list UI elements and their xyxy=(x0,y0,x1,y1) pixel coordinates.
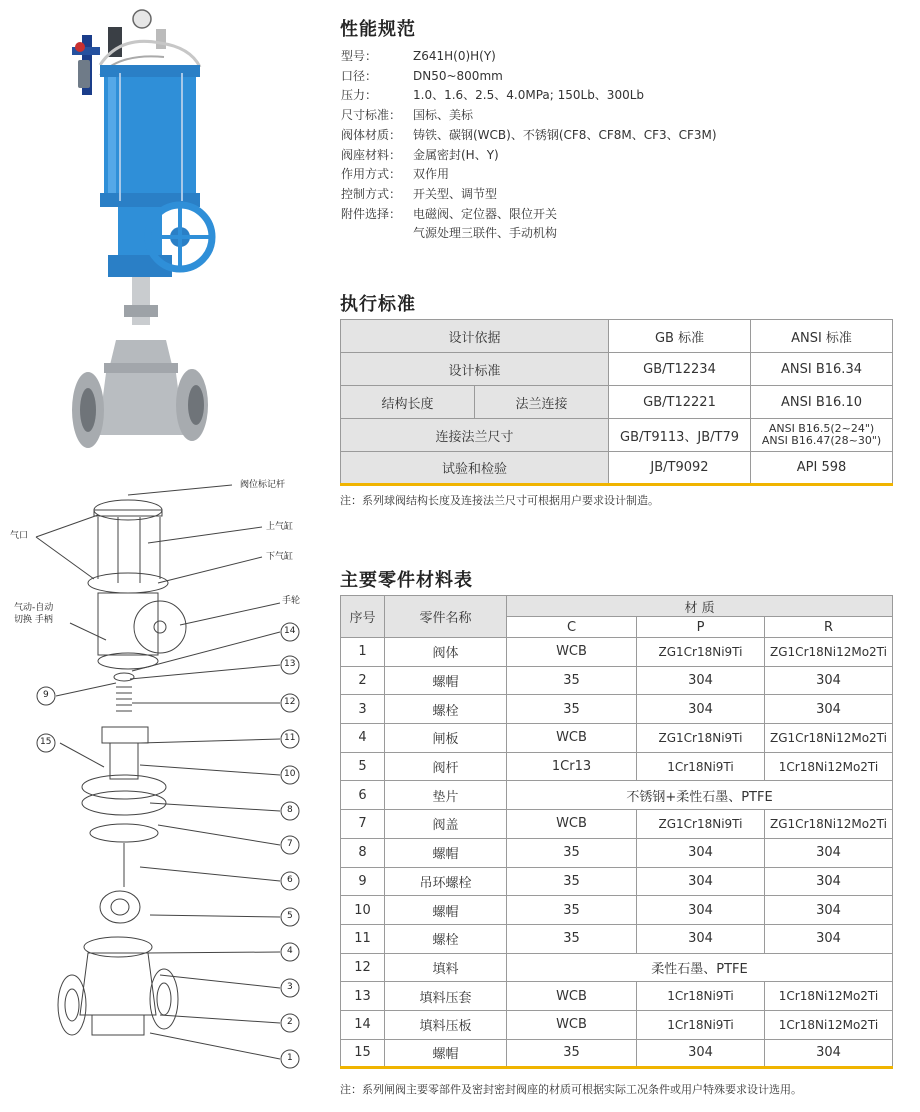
table-row xyxy=(341,419,893,452)
table-cell: 304 xyxy=(637,695,765,724)
callout-upper-cylinder: 上气缸 xyxy=(266,522,294,532)
spec-row-dimension-standard xyxy=(341,106,901,126)
table-cell: 连接法兰尺寸 xyxy=(341,419,609,452)
callout-lower-cylinder: 下气缸 xyxy=(266,552,294,562)
table-cell: 304 xyxy=(765,666,893,695)
table-cell xyxy=(751,419,893,452)
table-cell: 螺帽 xyxy=(385,838,507,867)
table-cell: 35 xyxy=(507,838,637,867)
table-cell: WCB xyxy=(507,1010,637,1039)
table-cell: 螺帽 xyxy=(385,1039,507,1068)
part-number-7: 7 xyxy=(287,839,293,849)
table-cell: ZG1Cr18Ni12Mo2Ti xyxy=(765,724,893,753)
callout-air-port: 气口 xyxy=(10,531,29,541)
part-number-6: 6 xyxy=(287,875,293,885)
cell-line: ANSI B16.47(28~30") xyxy=(761,434,882,447)
table-cell: 13 xyxy=(341,982,385,1011)
materials-table xyxy=(340,595,893,1069)
table-header-row xyxy=(341,596,893,617)
table-cell: WCB xyxy=(507,638,637,667)
header-no: 序号 xyxy=(341,596,385,638)
table-cell: ZG1Cr18Ni9Ti xyxy=(637,810,765,839)
table-cell: 7 xyxy=(341,810,385,839)
table-row xyxy=(341,666,893,695)
table-row xyxy=(341,1039,893,1068)
exploded-view-drawing xyxy=(0,475,320,1105)
table-row xyxy=(341,924,893,953)
callout-valve-position-rod: 阀位标记杆 xyxy=(240,480,286,490)
header-p: P xyxy=(637,617,765,638)
callout-switch-handle-2: 切换 手柄 xyxy=(14,615,53,625)
table-cell: WCB xyxy=(507,724,637,753)
spec-row-body-material xyxy=(341,126,901,146)
table-cell: GB/T9113、JB/T79 xyxy=(609,419,751,452)
table-cell: 1Cr18Ni9Ti xyxy=(637,982,765,1011)
table-cell: 304 xyxy=(765,924,893,953)
table-cell: 304 xyxy=(765,896,893,925)
spec-label: 作用方式： xyxy=(341,167,402,182)
table-cell: 304 xyxy=(765,1039,893,1068)
spec-value: 铸铁、碳钢(WCB)、不锈钢(CF8、CF8M、CF3、CF3M) xyxy=(413,127,717,142)
header-c: C xyxy=(507,617,637,638)
table-cell: 35 xyxy=(507,924,637,953)
pneumatic-gate-valve-photo xyxy=(60,5,250,465)
part-number-12: 12 xyxy=(284,697,296,707)
table-cell: ZG1Cr18Ni9Ti xyxy=(637,638,765,667)
table-cell: 填料 xyxy=(385,953,507,982)
table-row xyxy=(341,810,893,839)
table-cell: 阀盖 xyxy=(385,810,507,839)
table-cell: 1Cr18Ni9Ti xyxy=(637,1010,765,1039)
table-cell: 304 xyxy=(637,924,765,953)
table-cell: 5 xyxy=(341,752,385,781)
table-cell: 12 xyxy=(341,953,385,982)
part-number-4: 4 xyxy=(287,946,293,956)
table-cell: 柔性石墨、PTFE xyxy=(507,953,893,982)
standards-table xyxy=(340,319,893,486)
table-cell: 螺帽 xyxy=(385,896,507,925)
table-cell: 填料压套 xyxy=(385,982,507,1011)
table-cell: JB/T9092 xyxy=(609,452,751,485)
table-cell: 1Cr13 xyxy=(507,752,637,781)
header-material: 材 质 xyxy=(507,596,893,617)
cell-line: ANSI B16.5(2~24") xyxy=(768,422,875,435)
illustration-column xyxy=(0,0,320,1112)
table-cell: 10 xyxy=(341,896,385,925)
spec-row-pressure xyxy=(341,86,901,106)
table-row xyxy=(341,953,893,982)
callout-switch-handle-1: 气动-自动 xyxy=(14,603,54,613)
spec-row-control xyxy=(341,185,901,205)
callout-handwheel: 手轮 xyxy=(282,596,301,606)
spec-value: DN50~800mm xyxy=(413,68,503,83)
spec-row-size xyxy=(341,67,901,87)
table-cell: 螺帽 xyxy=(385,666,507,695)
table-cell: GB/T12221 xyxy=(609,386,751,419)
table-row xyxy=(341,353,893,386)
table-cell: 设计依据 xyxy=(341,320,609,353)
part-number-9: 9 xyxy=(43,690,49,700)
specs-list xyxy=(341,47,901,244)
table-cell: 1Cr18Ni12Mo2Ti xyxy=(765,982,893,1011)
part-number-15: 15 xyxy=(40,737,52,747)
table-row xyxy=(341,1010,893,1039)
table-cell: 1Cr18Ni12Mo2Ti xyxy=(765,752,893,781)
table-cell: 法兰连接 xyxy=(475,386,609,419)
table-row xyxy=(341,781,893,810)
part-number-2: 2 xyxy=(287,1017,293,1027)
table-cell: 304 xyxy=(765,838,893,867)
table-cell: 35 xyxy=(507,1039,637,1068)
table-cell: 304 xyxy=(765,695,893,724)
table-cell: 3 xyxy=(341,695,385,724)
part-number-3: 3 xyxy=(287,982,293,992)
part-number-8: 8 xyxy=(287,805,293,815)
table-cell: 垫片 xyxy=(385,781,507,810)
table-row xyxy=(341,982,893,1011)
table-row xyxy=(341,386,893,419)
table-cell: 8 xyxy=(341,838,385,867)
spec-value: 双作用 xyxy=(413,167,450,182)
table-row xyxy=(341,838,893,867)
table-cell: 35 xyxy=(507,896,637,925)
table-cell: 304 xyxy=(637,838,765,867)
table-cell: 阀体 xyxy=(385,638,507,667)
header-part: 零件名称 xyxy=(385,596,507,638)
table-row xyxy=(341,452,893,485)
spec-label: 尺寸标准： xyxy=(341,108,402,123)
table-cell: 闸板 xyxy=(385,724,507,753)
table-cell: ZG1Cr18Ni9Ti xyxy=(637,724,765,753)
part-number-5: 5 xyxy=(287,911,293,921)
table-cell: 35 xyxy=(507,695,637,724)
part-number-14: 14 xyxy=(284,626,296,636)
part-number-1: 1 xyxy=(287,1053,293,1063)
spec-value: Z641H(0)H(Y) xyxy=(413,49,496,63)
table-cell: WCB xyxy=(507,982,637,1011)
table-cell: 304 xyxy=(637,666,765,695)
spec-value: 电磁阀、定位器、限位开关 xyxy=(413,206,558,221)
table-cell: 结构长度 xyxy=(341,386,475,419)
table-cell: 螺栓 xyxy=(385,695,507,724)
spec-label: 阀座材料： xyxy=(341,147,402,162)
spec-row-seat-material xyxy=(341,146,901,166)
spec-label: 阀体材质： xyxy=(341,127,402,142)
table-cell: 35 xyxy=(507,666,637,695)
table-row xyxy=(341,752,893,781)
table-cell: 1Cr18Ni9Ti xyxy=(637,752,765,781)
spec-row-action xyxy=(341,165,901,185)
spec-row-model xyxy=(341,47,901,67)
header-r: R xyxy=(765,617,893,638)
specs-title: 性能规范 xyxy=(340,19,416,40)
table-cell: ANSI B16.34 xyxy=(751,353,893,386)
table-cell: ZG1Cr18Ni12Mo2Ti xyxy=(765,810,893,839)
part-number-13: 13 xyxy=(284,659,296,669)
table-cell: 填料压板 xyxy=(385,1010,507,1039)
spec-row-accessories-cont xyxy=(341,224,901,244)
table-cell: 11 xyxy=(341,924,385,953)
spec-label: 附件选择： xyxy=(341,206,402,221)
spec-value: 金属密封(H、Y) xyxy=(413,147,499,162)
table-cell: 阀杆 xyxy=(385,752,507,781)
table-row xyxy=(341,695,893,724)
part-number-10: 10 xyxy=(284,769,296,779)
table-cell: 4 xyxy=(341,724,385,753)
table-cell: 吊环螺栓 xyxy=(385,867,507,896)
table-row xyxy=(341,896,893,925)
table-row xyxy=(341,724,893,753)
materials-note: 注：系列闸阀主要零部件及密封密封阀座的材质可根据实际工况条件或用户特殊要求设计选用。 xyxy=(340,1083,802,1096)
standards-title: 执行标准 xyxy=(340,294,416,315)
table-cell: 35 xyxy=(507,867,637,896)
table-row xyxy=(341,320,893,353)
table-cell: 304 xyxy=(637,896,765,925)
table-cell: 1 xyxy=(341,638,385,667)
materials-title: 主要零件材料表 xyxy=(340,570,473,591)
table-cell: 试验和检验 xyxy=(341,452,609,485)
table-cell: API 598 xyxy=(751,452,893,485)
spec-label: 口径： xyxy=(341,68,378,83)
spec-value: 国标、美标 xyxy=(413,108,474,123)
table-cell: GB 标准 xyxy=(609,320,751,353)
spec-label: 型号： xyxy=(341,49,378,63)
table-cell: 304 xyxy=(765,867,893,896)
table-cell: 螺栓 xyxy=(385,924,507,953)
table-cell: 14 xyxy=(341,1010,385,1039)
spec-value: 1.0、1.6、2.5、4.0MPa; 150Lb、300Lb xyxy=(413,88,645,103)
table-cell: 304 xyxy=(637,867,765,896)
spec-value: 开关型、调节型 xyxy=(413,186,498,201)
table-cell: 1Cr18Ni12Mo2Ti xyxy=(765,1010,893,1039)
table-cell: ANSI 标准 xyxy=(751,320,893,353)
table-cell: GB/T12234 xyxy=(609,353,751,386)
spec-label: 压力： xyxy=(341,88,378,103)
table-cell: 15 xyxy=(341,1039,385,1068)
part-number-11: 11 xyxy=(284,733,296,743)
table-cell: 不锈钢+柔性石墨、PTFE xyxy=(507,781,893,810)
table-cell: 6 xyxy=(341,781,385,810)
table-cell: 设计标准 xyxy=(341,353,609,386)
table-row xyxy=(341,638,893,667)
table-cell: 304 xyxy=(637,1039,765,1068)
table-cell: WCB xyxy=(507,810,637,839)
spec-value: 气源处理三联件、手动机构 xyxy=(413,226,558,241)
table-cell: ZG1Cr18Ni12Mo2Ti xyxy=(765,638,893,667)
table-row xyxy=(341,867,893,896)
table-cell: 2 xyxy=(341,666,385,695)
spec-row-accessories xyxy=(341,205,901,225)
table-cell: 9 xyxy=(341,867,385,896)
standards-note: 注：系列球阀结构长度及连接法兰尺寸可根据用户要求设计制造。 xyxy=(340,494,659,507)
spec-label: 控制方式： xyxy=(341,186,402,201)
table-cell: ANSI B16.10 xyxy=(751,386,893,419)
